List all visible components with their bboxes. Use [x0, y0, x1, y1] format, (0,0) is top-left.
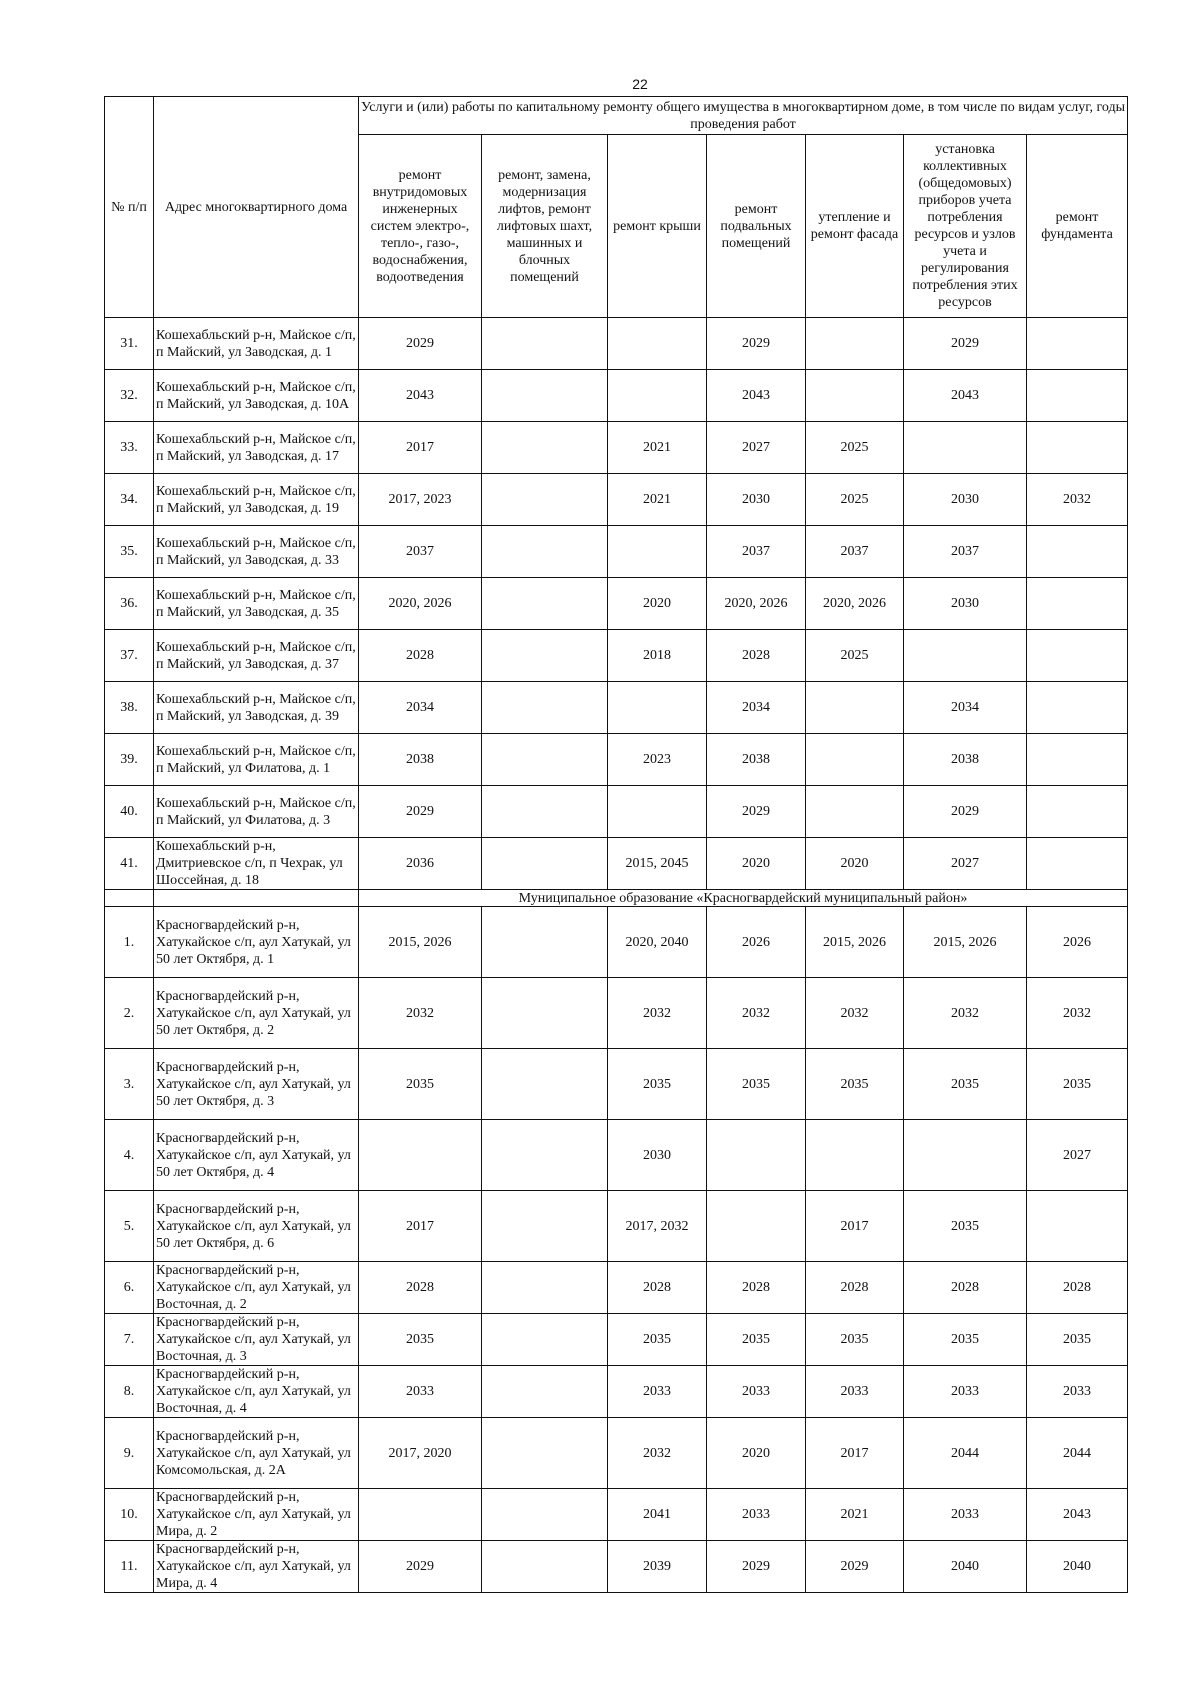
row-year-cell [1027, 838, 1128, 890]
row-address: Кошехабльский р-н, Майское с/п, п Майский, ул Заводская, д. 39 [154, 682, 359, 734]
row-year-cell [904, 1120, 1027, 1191]
row-year-cell [806, 682, 904, 734]
row-address: Красногвардейский р-н, Хатукайское с/п, аул Хатукай, ул Восточная, д. 2 [154, 1262, 359, 1314]
table-row [105, 907, 1128, 978]
row-year-cell [482, 838, 608, 890]
row-address: Красногвардейский р-н, Хатукайское с/п, аул Хатукай, ул Комсомольская, д. 2А [154, 1418, 359, 1489]
section-spacer [154, 890, 359, 907]
row-number: 4. [105, 1120, 154, 1191]
row-year-cell [806, 370, 904, 422]
table-row [105, 630, 1128, 682]
row-year-cell: 2017 [359, 1191, 482, 1262]
table-row [105, 1418, 1128, 1489]
row-year-cell: 2035 [707, 1314, 806, 1366]
page-number: 22 [632, 76, 648, 92]
section-title: Муниципальное образование «Красногвардейский муниципальный район» [359, 890, 1128, 907]
row-year-cell: 2020, 2026 [806, 578, 904, 630]
capital-repair-table [104, 96, 1128, 1593]
row-year-cell: 2028 [359, 1262, 482, 1314]
header-col-elevators: ремонт, замена, модернизация лифтов, ремонт лифтовых шахт, машинных и блочных помещений [482, 135, 608, 318]
row-year-cell: 2037 [904, 526, 1027, 578]
row-year-cell: 2028 [904, 1262, 1027, 1314]
header-col-foundation: ремонт фундамента [1027, 135, 1128, 318]
row-address: Кошехабльский р-н, Майское с/п, п Майский, ул Заводская, д. 10А [154, 370, 359, 422]
row-year-cell: 2035 [1027, 1314, 1128, 1366]
header-row [105, 97, 1128, 135]
row-year-cell [1027, 630, 1128, 682]
row-address: Кошехабльский р-н, Дмитриевское с/п, п Чехрак, ул Шоссейная, д. 18 [154, 838, 359, 890]
row-year-cell [482, 907, 608, 978]
row-year-cell [904, 630, 1027, 682]
row-year-cell: 2030 [707, 474, 806, 526]
row-year-cell [482, 474, 608, 526]
row-year-cell: 2043 [1027, 1489, 1128, 1541]
row-year-cell [482, 734, 608, 786]
table-row [105, 1049, 1128, 1120]
row-address: Кошехабльский р-н, Майское с/п, п Майский, ул Заводская, д. 37 [154, 630, 359, 682]
row-year-cell: 2032 [1027, 474, 1128, 526]
row-year-cell [806, 734, 904, 786]
row-year-cell: 2020 [707, 1418, 806, 1489]
row-year-cell: 2026 [707, 907, 806, 978]
row-year-cell: 2020 [608, 578, 707, 630]
row-year-cell: 2032 [707, 978, 806, 1049]
row-number: 33. [105, 422, 154, 474]
row-year-cell: 2032 [608, 978, 707, 1049]
row-year-cell: 2038 [707, 734, 806, 786]
row-address: Красногвардейский р-н, Хатукайское с/п, аул Хатукай, ул Восточная, д. 4 [154, 1366, 359, 1418]
row-year-cell: 2017 [359, 422, 482, 474]
row-year-cell [482, 630, 608, 682]
row-number: 11. [105, 1541, 154, 1593]
row-year-cell: 2035 [359, 1314, 482, 1366]
row-year-cell: 2035 [359, 1049, 482, 1120]
row-year-cell: 2037 [707, 526, 806, 578]
table-row [105, 1191, 1128, 1262]
row-number: 32. [105, 370, 154, 422]
row-year-cell [608, 318, 707, 370]
row-number: 40. [105, 786, 154, 838]
row-year-cell [1027, 422, 1128, 474]
row-year-cell: 2033 [904, 1489, 1027, 1541]
row-address: Кошехабльский р-н, Майское с/п, п Майский, ул Филатова, д. 1 [154, 734, 359, 786]
header-col-facade: утепление и ремонт фасада [806, 135, 904, 318]
row-year-cell: 2035 [707, 1049, 806, 1120]
row-year-cell: 2030 [904, 578, 1027, 630]
row-year-cell [904, 422, 1027, 474]
row-year-cell: 2020, 2026 [359, 578, 482, 630]
row-year-cell: 2021 [608, 474, 707, 526]
row-year-cell [482, 578, 608, 630]
row-address: Кошехабльский р-н, Майское с/п, п Майский, ул Заводская, д. 35 [154, 578, 359, 630]
row-year-cell [482, 682, 608, 734]
row-year-cell: 2026 [1027, 907, 1128, 978]
table-row [105, 838, 1128, 890]
row-year-cell [1027, 786, 1128, 838]
row-year-cell [1027, 734, 1128, 786]
row-year-cell [806, 786, 904, 838]
row-address: Красногвардейский р-н, Хатукайское с/п, аул Хатукай, ул Мира, д. 2 [154, 1489, 359, 1541]
row-year-cell: 2035 [806, 1049, 904, 1120]
row-year-cell: 2021 [806, 1489, 904, 1541]
row-number: 1. [105, 907, 154, 978]
row-address: Красногвардейский р-н, Хатукайское с/п, аул Хатукай, ул 50 лет Октября, д. 3 [154, 1049, 359, 1120]
row-year-cell: 2018 [608, 630, 707, 682]
row-year-cell [806, 318, 904, 370]
row-number: 35. [105, 526, 154, 578]
header-num: № п/п [105, 97, 154, 318]
row-year-cell: 2035 [904, 1314, 1027, 1366]
row-address: Красногвардейский р-н, Хатукайское с/п, аул Хатукай, ул 50 лет Октября, д. 6 [154, 1191, 359, 1262]
row-year-cell: 2033 [806, 1366, 904, 1418]
row-year-cell: 2028 [1027, 1262, 1128, 1314]
row-year-cell: 2017, 2023 [359, 474, 482, 526]
row-year-cell: 2029 [359, 1541, 482, 1593]
row-number: 34. [105, 474, 154, 526]
table-row [105, 1541, 1128, 1593]
row-number: 8. [105, 1366, 154, 1418]
row-year-cell: 2035 [608, 1049, 707, 1120]
row-year-cell [608, 786, 707, 838]
row-year-cell [482, 1418, 608, 1489]
row-year-cell: 2025 [806, 474, 904, 526]
row-year-cell: 2025 [806, 630, 904, 682]
header-col-basement: ремонт подвальных помещений [707, 135, 806, 318]
row-year-cell [806, 1120, 904, 1191]
row-year-cell: 2043 [707, 370, 806, 422]
row-address: Кошехабльский р-н, Майское с/п, п Майский, ул Филатова, д. 3 [154, 786, 359, 838]
table-row [105, 978, 1128, 1049]
row-year-cell [359, 1489, 482, 1541]
row-year-cell: 2017 [806, 1191, 904, 1262]
table-row [105, 526, 1128, 578]
row-year-cell: 2017, 2020 [359, 1418, 482, 1489]
row-year-cell: 2033 [1027, 1366, 1128, 1418]
row-year-cell [482, 526, 608, 578]
row-address: Красногвардейский р-н, Хатукайское с/п, аул Хатукай, ул Восточная, д. 3 [154, 1314, 359, 1366]
row-address: Кошехабльский р-н, Майское с/п, п Майский, ул Заводская, д. 19 [154, 474, 359, 526]
row-year-cell: 2028 [707, 630, 806, 682]
row-year-cell: 2029 [359, 318, 482, 370]
row-year-cell [482, 1489, 608, 1541]
row-number: 41. [105, 838, 154, 890]
row-year-cell: 2034 [707, 682, 806, 734]
row-year-cell: 2029 [707, 1541, 806, 1593]
row-number: 7. [105, 1314, 154, 1366]
row-year-cell [482, 786, 608, 838]
row-year-cell: 2032 [1027, 978, 1128, 1049]
row-number: 31. [105, 318, 154, 370]
row-year-cell: 2032 [359, 978, 482, 1049]
row-year-cell [1027, 526, 1128, 578]
row-year-cell: 2033 [707, 1366, 806, 1418]
table-row [105, 578, 1128, 630]
row-year-cell: 2028 [707, 1262, 806, 1314]
row-year-cell: 2027 [904, 838, 1027, 890]
table-row [105, 422, 1128, 474]
row-year-cell [1027, 682, 1128, 734]
row-number: 36. [105, 578, 154, 630]
table-row [105, 1314, 1128, 1366]
row-year-cell [482, 1120, 608, 1191]
row-year-cell: 2029 [707, 786, 806, 838]
row-year-cell [482, 1262, 608, 1314]
row-year-cell: 2023 [608, 734, 707, 786]
row-year-cell: 2020, 2026 [707, 578, 806, 630]
row-year-cell [482, 422, 608, 474]
row-year-cell [707, 1191, 806, 1262]
row-address: Красногвардейский р-н, Хатукайское с/п, аул Хатукай, ул 50 лет Октября, д. 1 [154, 907, 359, 978]
table-row [105, 1262, 1128, 1314]
row-year-cell: 2017, 2032 [608, 1191, 707, 1262]
row-year-cell: 2034 [359, 682, 482, 734]
row-year-cell: 2025 [806, 422, 904, 474]
row-year-cell [482, 1366, 608, 1418]
row-address: Кошехабльский р-н, Майское с/п, п Майский, ул Заводская, д. 33 [154, 526, 359, 578]
row-year-cell: 2035 [904, 1049, 1027, 1120]
header-col-roof: ремонт крыши [608, 135, 707, 318]
row-year-cell: 2032 [904, 978, 1027, 1049]
row-year-cell: 2029 [904, 318, 1027, 370]
row-year-cell: 2038 [904, 734, 1027, 786]
row-year-cell [1027, 370, 1128, 422]
row-year-cell: 2036 [359, 838, 482, 890]
row-year-cell: 2029 [806, 1541, 904, 1593]
row-year-cell: 2020 [806, 838, 904, 890]
row-year-cell: 2028 [608, 1262, 707, 1314]
row-number: 39. [105, 734, 154, 786]
row-number: 38. [105, 682, 154, 734]
row-year-cell: 2035 [806, 1314, 904, 1366]
row-year-cell: 2028 [806, 1262, 904, 1314]
table-row [105, 786, 1128, 838]
row-year-cell: 2044 [904, 1418, 1027, 1489]
row-year-cell [608, 370, 707, 422]
row-year-cell: 2015, 2045 [608, 838, 707, 890]
row-address: Кошехабльский р-н, Майское с/п, п Майский, ул Заводская, д. 1 [154, 318, 359, 370]
row-year-cell: 2035 [904, 1191, 1027, 1262]
row-year-cell: 2021 [608, 422, 707, 474]
row-year-cell: 2020 [707, 838, 806, 890]
row-year-cell: 2037 [359, 526, 482, 578]
header-col-meters: установка коллективных (общедомовых) приборов учета потребления ресурсов и узлов учета и регулирования потребления этих ресурсов [904, 135, 1027, 318]
row-year-cell: 2037 [806, 526, 904, 578]
row-year-cell: 2034 [904, 682, 1027, 734]
row-year-cell: 2015, 2026 [904, 907, 1027, 978]
row-year-cell: 2043 [904, 370, 1027, 422]
row-year-cell [1027, 318, 1128, 370]
row-year-cell: 2039 [608, 1541, 707, 1593]
row-year-cell: 2027 [707, 422, 806, 474]
row-year-cell [608, 682, 707, 734]
row-year-cell [482, 318, 608, 370]
row-year-cell [1027, 1191, 1128, 1262]
row-year-cell [482, 1191, 608, 1262]
row-number: 6. [105, 1262, 154, 1314]
row-address: Красногвардейский р-н, Хатукайское с/п, аул Хатукай, ул Мира, д. 4 [154, 1541, 359, 1593]
row-year-cell: 2015, 2026 [359, 907, 482, 978]
table-row [105, 474, 1128, 526]
table-row [105, 1120, 1128, 1191]
row-year-cell [1027, 578, 1128, 630]
row-year-cell: 2035 [608, 1314, 707, 1366]
row-year-cell [482, 978, 608, 1049]
row-year-cell: 2030 [608, 1120, 707, 1191]
row-year-cell: 2033 [904, 1366, 1027, 1418]
row-year-cell [482, 1314, 608, 1366]
row-year-cell [608, 526, 707, 578]
row-year-cell [359, 1120, 482, 1191]
row-number: 3. [105, 1049, 154, 1120]
row-year-cell [482, 370, 608, 422]
section-row [105, 890, 1128, 907]
row-year-cell: 2027 [1027, 1120, 1128, 1191]
row-year-cell: 2041 [608, 1489, 707, 1541]
table-row [105, 318, 1128, 370]
row-year-cell: 2020, 2040 [608, 907, 707, 978]
row-address: Кошехабльский р-н, Майское с/п, п Майский, ул Заводская, д. 17 [154, 422, 359, 474]
row-year-cell: 2040 [1027, 1541, 1128, 1593]
row-year-cell: 2040 [904, 1541, 1027, 1593]
table-row [105, 734, 1128, 786]
table-row [105, 1489, 1128, 1541]
row-year-cell: 2032 [608, 1418, 707, 1489]
header-address: Адрес многоквартирного дома [154, 97, 359, 318]
row-year-cell: 2029 [707, 318, 806, 370]
section-spacer [105, 890, 154, 907]
table-row [105, 1366, 1128, 1418]
row-number: 37. [105, 630, 154, 682]
row-number: 9. [105, 1418, 154, 1489]
header-services-group: Услуги и (или) работы по капитальному ремонту общего имущества в многоквартирном доме, в том числе по видам услуг, годы проведения работ [359, 97, 1128, 135]
row-number: 10. [105, 1489, 154, 1541]
row-year-cell: 2043 [359, 370, 482, 422]
row-year-cell: 2030 [904, 474, 1027, 526]
row-year-cell [707, 1120, 806, 1191]
table-row [105, 370, 1128, 422]
header-col-engineering: ремонт внутридомовых инженерных систем электро-, тепло-, газо-, водоснабжения, водоотведения [359, 135, 482, 318]
row-year-cell: 2017 [806, 1418, 904, 1489]
row-year-cell: 2015, 2026 [806, 907, 904, 978]
row-number: 2. [105, 978, 154, 1049]
row-year-cell: 2032 [806, 978, 904, 1049]
row-address: Красногвардейский р-н, Хатукайское с/п, аул Хатукай, ул 50 лет Октября, д. 2 [154, 978, 359, 1049]
table-row [105, 682, 1128, 734]
row-year-cell: 2044 [1027, 1418, 1128, 1489]
row-year-cell: 2029 [904, 786, 1027, 838]
row-year-cell: 2038 [359, 734, 482, 786]
row-year-cell: 2028 [359, 630, 482, 682]
row-year-cell [482, 1049, 608, 1120]
row-year-cell: 2029 [359, 786, 482, 838]
row-year-cell: 2033 [608, 1366, 707, 1418]
row-year-cell: 2033 [707, 1489, 806, 1541]
row-year-cell: 2033 [359, 1366, 482, 1418]
row-address: Красногвардейский р-н, Хатукайское с/п, аул Хатукай, ул 50 лет Октября, д. 4 [154, 1120, 359, 1191]
row-year-cell [482, 1541, 608, 1593]
row-year-cell: 2035 [1027, 1049, 1128, 1120]
row-number: 5. [105, 1191, 154, 1262]
